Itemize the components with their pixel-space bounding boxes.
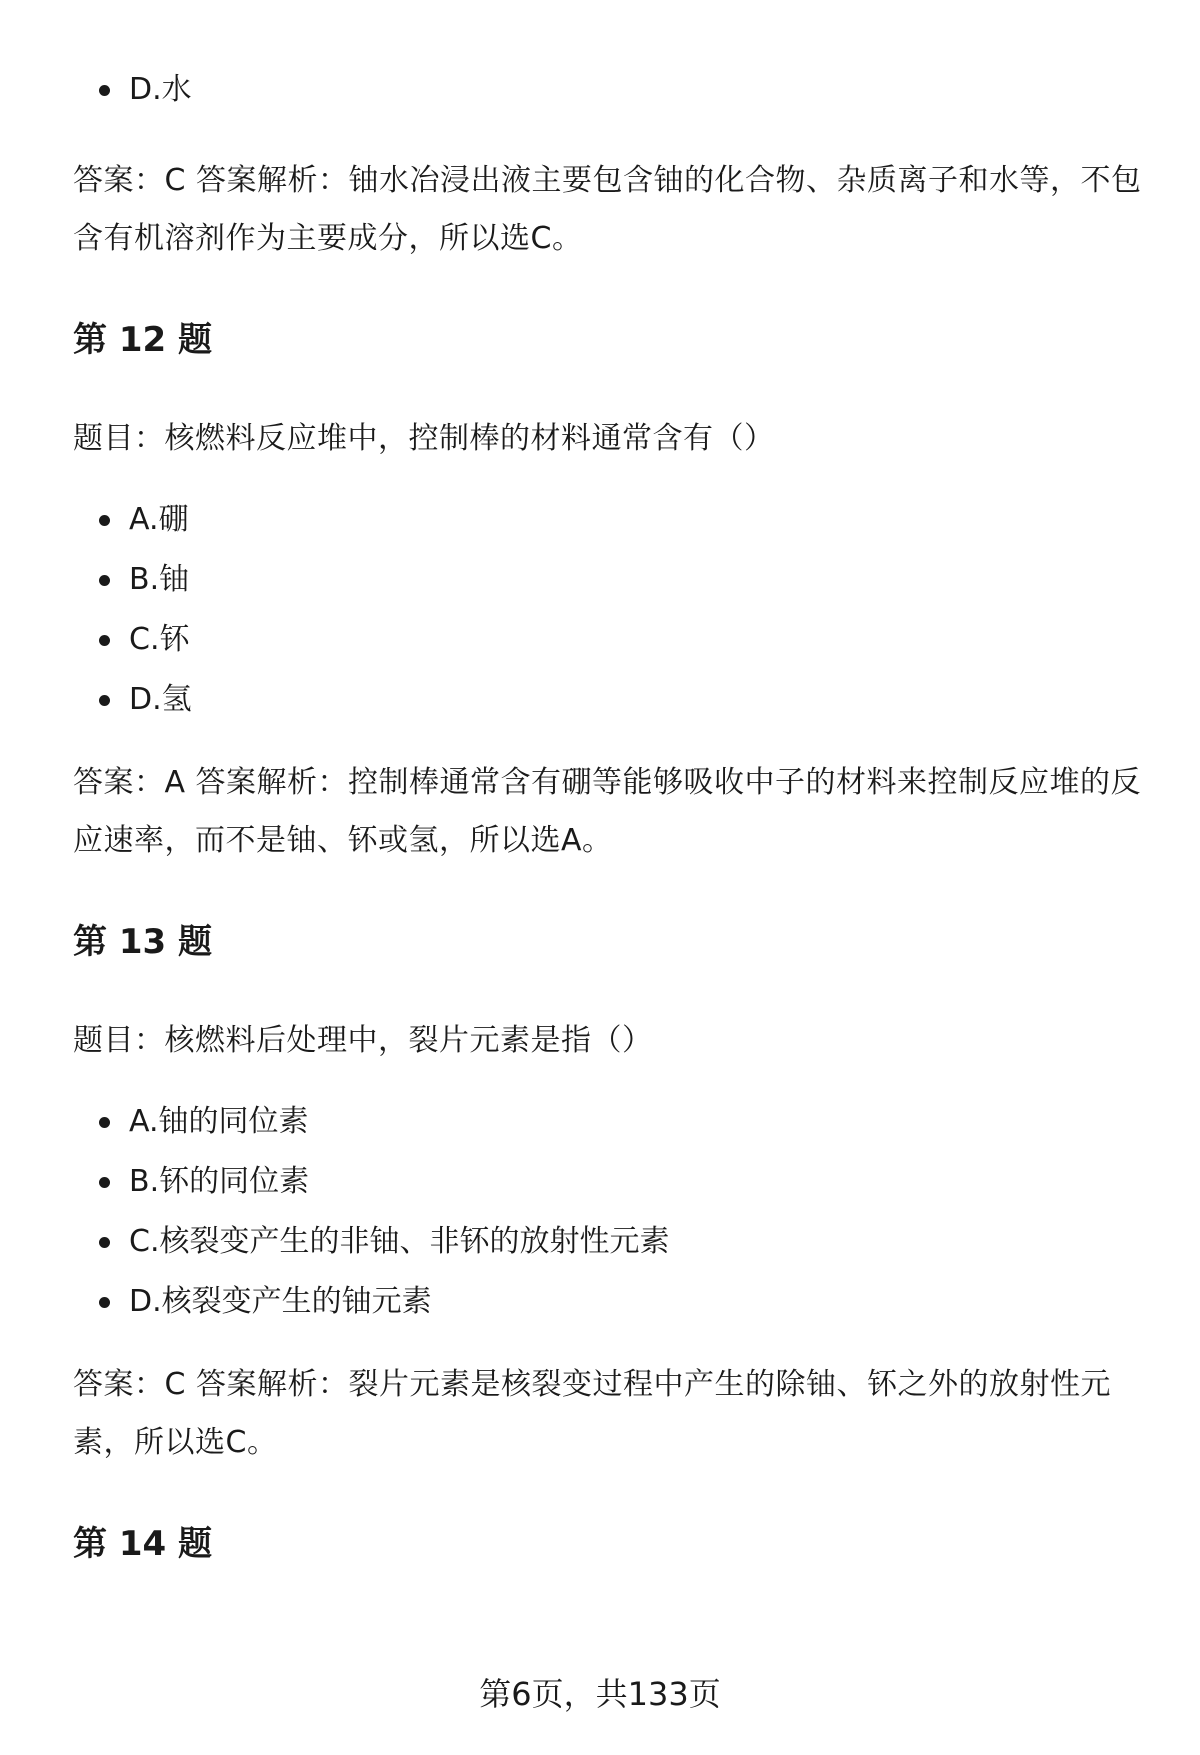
q11-option-d: D.水 bbox=[73, 60, 1153, 120]
q13-option-a: A.铀的同位素 bbox=[73, 1092, 1153, 1152]
q12-option-d: D.氢 bbox=[73, 670, 1153, 730]
q12-answer: 答案：A 答案解析：控制棒通常含有硼等能够吸收中子的材料来控制反应堆的反应速率，而不是铀、钚或氢，所以选A。 bbox=[73, 765, 1142, 858]
q12-heading: 第 12 题 bbox=[73, 320, 212, 360]
q12-option-c: C.钚 bbox=[73, 610, 1153, 670]
q12-options bbox=[73, 490, 1153, 730]
q13-option-b: B.钚的同位素 bbox=[73, 1152, 1153, 1212]
q13-option-c: C.核裂变产生的非铀、非钚的放射性元素 bbox=[73, 1212, 1153, 1272]
page-footer: 第6页，共133页 bbox=[479, 1675, 721, 1713]
q13-answer: 答案：C 答案解析：裂片元素是核裂变过程中产生的除铀、钚之外的放射性元素，所以选C。 bbox=[73, 1367, 1111, 1460]
q12-question: 题目：核燃料反应堆中，控制棒的材料通常含有（） bbox=[73, 421, 775, 456]
document-page bbox=[73, 56, 1153, 1568]
q12-option-b: B.铀 bbox=[73, 550, 1153, 610]
q13-options bbox=[73, 1092, 1153, 1332]
q13-heading: 第 13 题 bbox=[73, 922, 212, 962]
q11-answer: 答案：C 答案解析：铀水冶浸出液主要包含铀的化合物、杂质离子和水等，不包含有机溶剂作为主要成分，所以选C。 bbox=[73, 163, 1142, 256]
q11-options bbox=[73, 60, 1153, 120]
q14-heading: 第 14 题 bbox=[73, 1524, 212, 1564]
q12-option-a: A.硼 bbox=[73, 490, 1153, 550]
q13-question: 题目：核燃料后处理中，裂片元素是指（） bbox=[73, 1023, 653, 1058]
q13-option-d: D.核裂变产生的铀元素 bbox=[73, 1272, 1153, 1332]
